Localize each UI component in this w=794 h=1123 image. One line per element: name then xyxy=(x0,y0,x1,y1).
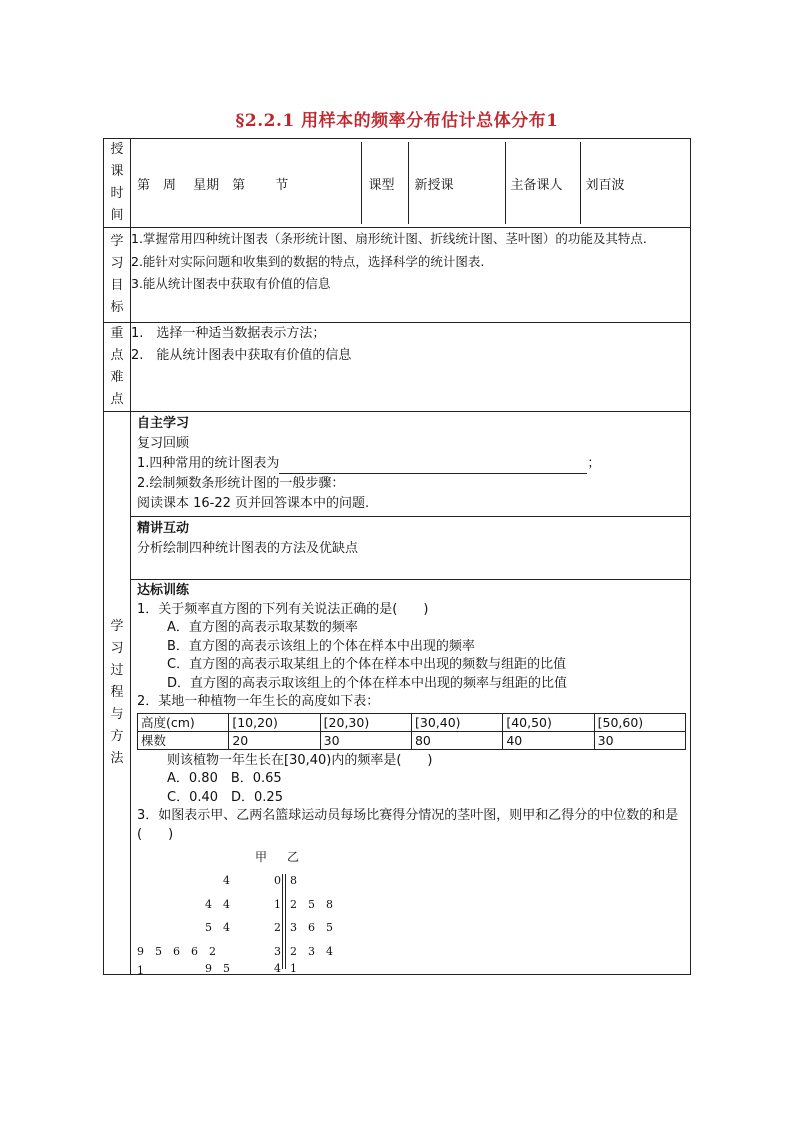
key-point-item: 2. 能从统计图表中获取有价值的信息 xyxy=(131,348,352,363)
freq-count: 30 xyxy=(594,731,685,749)
stem-divider-left xyxy=(282,874,283,969)
interaction-section xyxy=(131,516,690,579)
left-leaves: 5 4 xyxy=(205,921,230,934)
height-frequency-table xyxy=(137,713,686,750)
self-study-section xyxy=(131,412,690,516)
training-title: 达标训练 xyxy=(137,583,190,598)
question-2: 2.绘制频数条形统计图的一般步骤： xyxy=(137,476,345,491)
training-section xyxy=(131,579,690,977)
left-leaves: 9 5 6 6 2 1 xyxy=(137,945,227,977)
header-row xyxy=(104,139,691,228)
objective-item: 3.能从统计图表中获取有价值的信息 xyxy=(131,276,331,291)
stem: 3 xyxy=(274,945,281,958)
reading-task: 阅读课本 16-22 页并回答课本中的问题. xyxy=(137,496,370,511)
label-objectives: 学 习 目 标 xyxy=(104,228,131,323)
review-label: 复习回顾 xyxy=(137,436,190,451)
interaction-title: 精讲互动 xyxy=(137,521,190,536)
label-key-points: 重 点 难 点 xyxy=(104,323,131,412)
question-1: 1.四种常用的统计图表为 ； xyxy=(137,454,684,474)
q1-option-d: D．直方图的高表示取该组上的个体在样本中出现的频率与组距的比值 xyxy=(167,675,568,691)
stem-leaf-plot xyxy=(137,844,684,977)
right-leaves: 3 6 5 xyxy=(290,921,333,934)
freq-count-label: 棵数 xyxy=(138,731,229,749)
stem: 2 xyxy=(274,921,281,934)
freq-header-row xyxy=(138,713,686,731)
type-value: 新授课 xyxy=(408,142,505,224)
q2-options-cd: C．0.40 D．0.25 xyxy=(167,789,283,805)
freq-count: 40 xyxy=(503,731,594,749)
q2-question: 则该植物一年生长在[30,40)内的频率是( ) xyxy=(167,752,433,768)
freq-interval: [20,30) xyxy=(320,713,411,731)
objective-item: 2.能针对实际问题和收集到的数据的特点，选择科学的统计图表. xyxy=(131,253,485,269)
freq-interval: [10,20) xyxy=(229,713,320,731)
q2-options-ab: A．0.80 B．0.65 xyxy=(167,771,282,786)
label-process: 学 习 过 程 与 方 法 xyxy=(104,412,131,975)
right-leaves: 2 3 4 xyxy=(290,945,333,958)
right-leaves: 1 xyxy=(290,962,297,975)
key-points-row xyxy=(104,323,691,412)
left-player-name: 甲 xyxy=(255,850,268,864)
q1-option-c: C．直方图的高表示取某组上的个体在样本中出现的频数与组距的比值 xyxy=(167,657,567,672)
freq-count: 20 xyxy=(229,731,320,749)
stem: 4 xyxy=(274,962,281,975)
stem: 0 xyxy=(274,874,281,887)
training-q2: 2．某地一种植物一年生长的高度如下表： xyxy=(137,694,380,709)
right-leaves: 2 5 8 xyxy=(290,898,333,911)
answer-blank[interactable] xyxy=(279,459,587,474)
stem: 1 xyxy=(274,898,281,911)
objectives-row xyxy=(104,228,691,323)
preparer-label: 主备课人 xyxy=(505,142,580,224)
label-teaching-time: 授 课 时 间 xyxy=(104,139,131,228)
preparer-value: 刘百波 xyxy=(585,177,625,193)
freq-count-row xyxy=(138,731,686,749)
freq-header-label: 高度(cm) xyxy=(138,713,229,731)
right-leaves: 8 xyxy=(290,874,297,887)
page-title: §2.2.1 用样本的频率分布估计总体分布1 xyxy=(235,111,559,131)
freq-count: 80 xyxy=(411,731,502,749)
lesson-table xyxy=(103,138,691,975)
q1-option-b: B．直方图的高表示该组上的个体在样本中出现的频率 xyxy=(167,638,475,654)
stem-divider-right xyxy=(285,874,286,969)
key-point-item: 1. 选择一种适当数据表示方法； xyxy=(131,326,326,341)
type-label: 课型 xyxy=(361,142,408,224)
left-leaves: 9 5 xyxy=(205,962,230,975)
freq-interval: [50,60) xyxy=(594,713,685,731)
training-q1: 1．关于频率直方图的下列有关说法正确的是( ) xyxy=(137,601,429,617)
q1-option-a: A．直方图的高表示取某数的频率 xyxy=(167,620,358,635)
left-leaves: 4 4 xyxy=(205,898,230,911)
left-leaves: 4 xyxy=(223,874,230,887)
freq-interval: [40,50) xyxy=(503,713,594,731)
objective-item: 1.掌握常用四种统计图表（条形统计图、扇形统计图、折线统计图、茎叶图）的功能及其特点. xyxy=(131,231,647,246)
training-q3: 3．如图表示甲、乙两名篮球运动员每场比赛得分情况的茎叶图，则甲和乙得分的中位数的和是( ) xyxy=(137,808,679,842)
interaction-text: 分析绘制四种统计图表的方法及优缺点 xyxy=(137,541,359,556)
schedule-text: 第 周 星期 第 节 xyxy=(131,142,361,224)
process-row xyxy=(104,412,691,975)
freq-count: 30 xyxy=(320,731,411,749)
freq-interval: [30,40) xyxy=(411,713,502,731)
right-player-name: 乙 xyxy=(287,850,300,864)
self-study-title: 自主学习 xyxy=(137,416,190,431)
